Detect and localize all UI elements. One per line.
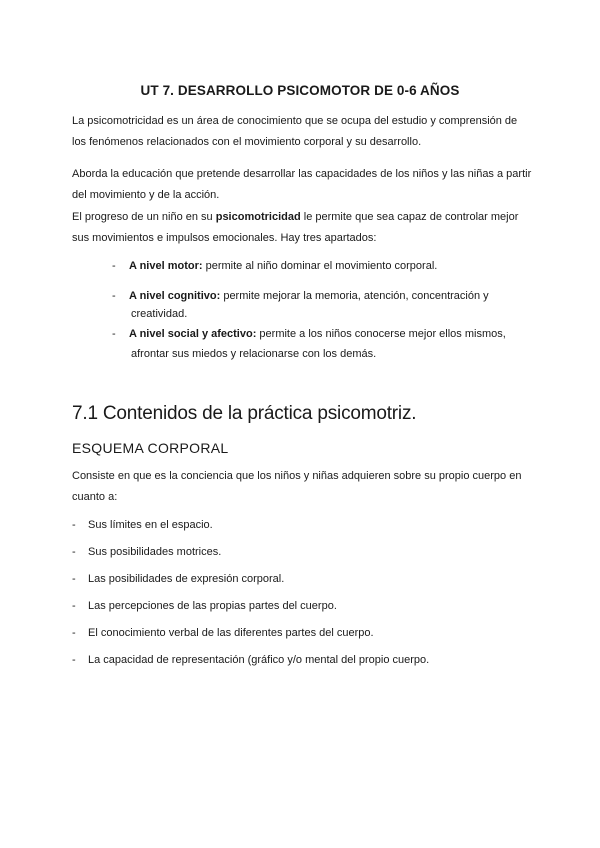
list-dash: - — [72, 627, 76, 639]
apartado-continuation: afrontar sus miedos y relacionarse con los demás. — [131, 348, 377, 360]
list-item-text: Las percepciones de las propias partes del cuerpo. — [88, 600, 337, 612]
apartado-text: permite a los niños conocerse mejor ellos mismos, — [256, 328, 506, 340]
esquema-paragraph: Consiste en que es la conciencia que los niños y niñas adquieren sobre su propio cuerpo en cuanto a: — [72, 470, 522, 503]
apartado-label: A nivel motor: — [129, 260, 203, 272]
apartado-text: permite mejorar la memoria, atención, concentración y — [220, 290, 489, 302]
list-dash: - — [72, 546, 76, 558]
list-dash: - — [112, 290, 116, 302]
list-dash: - — [112, 328, 116, 340]
progress-paragraph — [72, 207, 532, 249]
psicomotricidad-term: psicomotricidad — [215, 211, 301, 223]
list-dash: - — [72, 600, 76, 612]
list-item-text: El conocimiento verbal de las diferentes partes del cuerpo. — [88, 627, 374, 639]
progress-text-before: El progreso de un niño en su — [72, 211, 216, 223]
apartado-line — [129, 290, 489, 302]
apartado-line — [129, 260, 437, 272]
list-item-text: Sus posibilidades motrices. — [88, 546, 222, 558]
progress-text-after: le permite que sea capaz de controlar mejor sus movimientos e impulsos emocionales. Hay tres apartados: — [72, 211, 519, 244]
list-item-text: Sus límites en el espacio. — [88, 519, 213, 531]
section-heading: 7.1 Contenidos de la práctica psicomotriz. — [72, 403, 417, 424]
list-item-text: La capacidad de representación (gráfico y/o mental del propio cuerpo. — [88, 654, 430, 666]
apartado-label: A nivel cognitivo: — [129, 290, 221, 302]
apartado-text: permite al niño dominar el movimiento corporal. — [202, 260, 438, 272]
intro-paragraph: La psicomotricidad es un área de conocimiento que se ocupa del estudio y comprensión de los fenómenos relacionados con el movimiento corporal y su desarrollo. — [72, 115, 518, 148]
list-item-text: Las posibilidades de expresión corporal. — [88, 573, 285, 585]
apartado-line — [129, 328, 506, 340]
list-dash: - — [112, 260, 116, 272]
list-dash: - — [72, 573, 76, 585]
list-dash: - — [72, 519, 76, 531]
document-title: UT 7. DESARROLLO PSICOMOTOR DE 0-6 AÑOS — [140, 83, 460, 98]
apartado-label: A nivel social y afectivo: — [129, 328, 257, 340]
apartado-continuation: creatividad. — [131, 308, 188, 320]
list-dash: - — [72, 654, 76, 666]
education-paragraph: Aborda la educación que pretende desarrollar las capacidades de los niños y las niñas a partir del movimiento y de la acción. — [72, 168, 532, 201]
subheading: ESQUEMA CORPORAL — [72, 440, 229, 456]
